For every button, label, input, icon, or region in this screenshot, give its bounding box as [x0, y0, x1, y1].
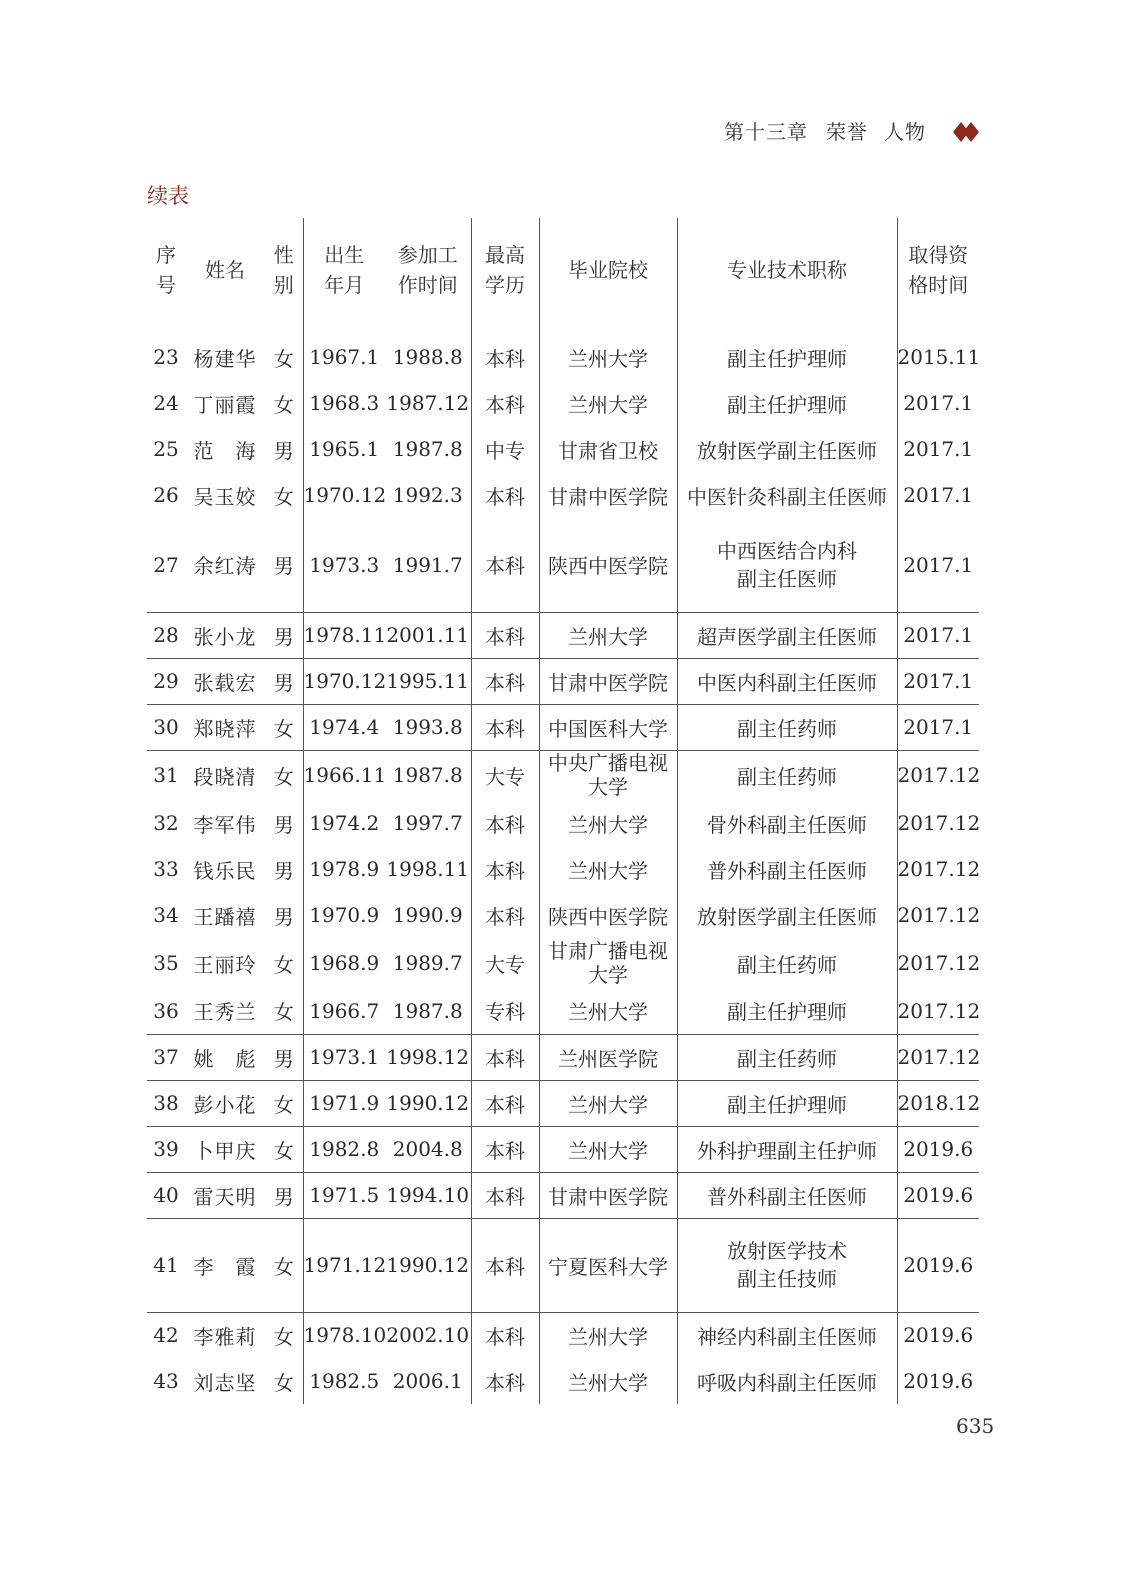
education-level: 本科	[471, 1172, 539, 1218]
birth-date: 1968.3	[303, 380, 385, 426]
person-sex: 女	[273, 392, 294, 417]
professional-title	[677, 1172, 897, 1218]
professional-title	[677, 892, 897, 938]
professional-title-line: 骨外科副主任医师	[707, 812, 867, 837]
professional-title-line: 放射医学技术	[727, 1239, 847, 1263]
row-number: 40	[147, 1172, 185, 1218]
person-sex: 女	[265, 750, 303, 800]
double-diamond-icon	[953, 121, 981, 143]
education-level: 本科	[471, 1080, 539, 1126]
graduate-school	[539, 1358, 677, 1404]
qualification-date: 2017.1	[897, 518, 979, 612]
graduate-school	[539, 658, 677, 704]
graduate-school	[539, 1034, 677, 1080]
section-label-a: 荣誉	[826, 120, 868, 144]
header-qualification-date-line: 格时间	[908, 273, 969, 297]
table-row	[147, 1126, 979, 1172]
professional-title-line: 中西医结合内科	[717, 538, 857, 563]
person-name: 彭小花	[185, 1080, 265, 1126]
graduate-school-line: 宁夏医科大学	[548, 1254, 668, 1279]
person-sex: 男	[265, 612, 303, 658]
birth-date: 1970.12	[303, 658, 385, 704]
person-name: 李雅莉	[185, 1312, 265, 1358]
header-school-line: 毕业院校	[568, 258, 648, 282]
education-level: 本科	[471, 322, 539, 380]
professional-title	[677, 658, 897, 704]
professional-title	[677, 704, 897, 750]
row-number: 26	[153, 483, 179, 507]
graduate-school	[539, 750, 677, 800]
professional-title-line: 副主任药师	[737, 716, 837, 741]
row-number: 35	[153, 951, 179, 975]
header-work-start	[385, 218, 471, 322]
qualification-date: 2017.12	[897, 800, 979, 846]
graduate-school-line: 兰州大学	[568, 346, 648, 371]
work-start-date: 2001.11	[385, 612, 471, 658]
row-number: 36	[153, 998, 179, 1023]
qualification-date: 2017.1	[897, 704, 979, 750]
work-start-date: 2004.8	[385, 1126, 471, 1172]
professional-title	[677, 846, 897, 892]
row-number: 37	[147, 1034, 185, 1080]
person-name: 卜甲庆	[185, 1126, 265, 1172]
table-row	[147, 846, 979, 892]
qualification-date: 2017.12	[897, 750, 979, 800]
person-sex: 女	[265, 704, 303, 750]
birth-date: 1974.2	[303, 800, 385, 846]
person-name: 李 霞	[185, 1218, 265, 1312]
birth-date: 1978.9	[303, 846, 385, 892]
header-birth-line: 出生	[324, 243, 365, 267]
section-label-b: 人物	[884, 120, 926, 144]
graduate-school-line: 兰州大学	[568, 858, 648, 883]
professional-title	[677, 1034, 897, 1080]
qualification-date: 2017.1	[897, 658, 979, 704]
professional-title-line: 副主任护理师	[727, 346, 847, 371]
row-number: 32	[153, 811, 179, 835]
table-row	[147, 322, 979, 380]
person-name: 钱乐民	[193, 858, 257, 883]
person-name: 李军伟	[193, 812, 257, 837]
education-level: 中专	[471, 426, 539, 472]
person-sex: 男	[265, 658, 303, 704]
graduate-school-line: 兰州大学	[568, 812, 648, 837]
person-name: 姚 彪	[185, 1034, 265, 1080]
birth-date: 1971.5	[303, 1172, 385, 1218]
professional-title-line: 超声医学副主任医师	[697, 624, 877, 649]
work-start-date: 1987.8	[392, 437, 463, 461]
person-sex: 男	[265, 1172, 303, 1218]
table-row	[147, 892, 979, 938]
professional-title-line: 呼吸内科副主任医师	[697, 1370, 877, 1395]
education-level: 本科	[471, 1218, 539, 1312]
education-level: 本科	[471, 800, 539, 846]
education-level: 大专	[471, 750, 539, 800]
table-row	[147, 1034, 979, 1080]
row-number: 34	[153, 903, 179, 927]
birth-date: 1973.1	[303, 1034, 385, 1080]
header-professional-title	[677, 218, 897, 322]
table-row	[147, 380, 979, 426]
qualification-date: 2019.6	[897, 1358, 979, 1404]
running-head	[724, 116, 978, 145]
qualification-date: 2015.11	[897, 322, 979, 380]
graduate-school-line: 兰州大学	[568, 1138, 648, 1163]
table-row	[147, 472, 979, 518]
header-no-line: 序	[156, 243, 176, 267]
work-start-date: 1990.12	[385, 1080, 471, 1126]
table-row	[147, 750, 979, 800]
qualification-date: 2019.6	[897, 1312, 979, 1358]
graduate-school-line: 兰州大学	[568, 1092, 648, 1117]
work-start-date: 1998.12	[385, 1034, 471, 1080]
graduate-school-line: 兰州大学	[568, 1370, 648, 1395]
education-level: 本科	[471, 1034, 539, 1080]
education-level: 本科	[471, 1312, 539, 1358]
person-name: 雷天明	[185, 1172, 265, 1218]
person-name: 张载宏	[185, 658, 265, 704]
header-no-line: 号	[156, 273, 176, 297]
birth-date: 1967.1	[303, 322, 385, 380]
header-no	[147, 218, 185, 322]
graduate-school-line: 甘肃中医学院	[548, 484, 668, 509]
graduate-school-line: 陕西中医学院	[548, 904, 668, 929]
education-level: 本科	[471, 472, 539, 518]
qualification-date: 2019.6	[897, 1172, 979, 1218]
professional-title	[677, 322, 897, 380]
professional-title	[677, 1080, 897, 1126]
graduate-school	[539, 938, 677, 988]
professional-title	[677, 1358, 897, 1404]
professional-title-line: 放射医学副主任医师	[697, 904, 877, 929]
person-sex: 男	[273, 904, 294, 929]
row-number: 30	[147, 704, 185, 750]
row-number: 24	[153, 391, 179, 415]
row-number: 38	[147, 1080, 185, 1126]
row-number: 23	[153, 345, 179, 369]
qualification-date: 2017.1	[897, 472, 979, 518]
header-name	[185, 218, 265, 322]
qualification-date: 2018.12	[897, 1080, 979, 1126]
graduate-school-line: 中国医科大学	[548, 716, 668, 741]
person-sex: 男	[273, 554, 294, 579]
table-row	[147, 1358, 979, 1404]
graduate-school-line: 中央广播电视	[548, 751, 668, 776]
birth-date: 1966.7	[303, 988, 385, 1034]
qualification-date: 2017.12	[897, 1034, 979, 1080]
graduate-school-line: 甘肃中医学院	[548, 670, 668, 695]
work-start-date: 1994.10	[385, 1172, 471, 1218]
person-name: 刘志坚	[193, 1370, 257, 1395]
table-row	[147, 1172, 979, 1218]
work-start-date: 1989.7	[392, 951, 463, 975]
table-row	[147, 1312, 979, 1358]
person-sex: 女	[265, 1126, 303, 1172]
header-birth-line: 年月	[324, 273, 365, 297]
table-row	[147, 1080, 979, 1126]
graduate-school-line: 甘肃中医学院	[548, 1184, 668, 1209]
row-number: 25	[153, 437, 179, 461]
work-start-date: 1992.3	[392, 483, 463, 507]
education-level: 大专	[471, 938, 539, 988]
person-name: 王秀兰	[193, 1000, 257, 1025]
graduate-school-line: 兰州大学	[568, 1324, 648, 1349]
education-level: 本科	[471, 704, 539, 750]
professional-title	[677, 750, 897, 800]
professional-title-line: 副主任护理师	[727, 392, 847, 417]
person-sex: 女	[273, 952, 294, 977]
graduate-school	[539, 472, 677, 518]
table-row	[147, 612, 979, 658]
header-school	[539, 218, 677, 322]
row-number: 33	[153, 857, 179, 881]
graduate-school	[539, 846, 677, 892]
birth-date: 1982.5	[303, 1358, 385, 1404]
graduate-school-line: 兰州大学	[568, 624, 648, 649]
graduate-school	[539, 518, 677, 612]
birth-date: 1966.11	[303, 750, 385, 800]
professional-title	[677, 472, 897, 518]
education-level: 本科	[471, 612, 539, 658]
table-row	[147, 658, 979, 704]
qualification-date: 2019.6	[897, 1218, 979, 1312]
birth-date: 1982.8	[303, 1126, 385, 1172]
row-number: 31	[147, 750, 185, 800]
header-qualification-date	[897, 218, 979, 322]
work-start-date: 1991.7	[392, 552, 463, 577]
education-level: 本科	[471, 1126, 539, 1172]
header-education-line: 最高	[485, 243, 525, 267]
header-sex	[265, 218, 303, 322]
qualification-date: 2017.1	[897, 612, 979, 658]
person-sex: 男	[273, 812, 294, 837]
person-sex: 女	[273, 1000, 294, 1025]
row-number: 28	[147, 612, 185, 658]
birth-date: 1971.9	[303, 1080, 385, 1126]
education-level: 本科	[471, 518, 539, 612]
header-work-start-line: 参加工	[397, 243, 458, 267]
person-name: 王蹯禧	[193, 904, 257, 929]
professional-title-line: 副主任护理师	[727, 1000, 847, 1025]
person-sex: 女	[265, 1218, 303, 1312]
table-row	[147, 704, 979, 750]
graduate-school-line: 兰州医学院	[558, 1046, 658, 1071]
table-row	[147, 518, 979, 612]
professional-title	[677, 938, 897, 988]
professional-title	[677, 988, 897, 1034]
professional-title-line: 副主任技师	[737, 1267, 837, 1291]
person-sex: 男	[265, 1034, 303, 1080]
row-number: 27	[153, 552, 179, 577]
qualification-date: 2019.6	[897, 1126, 979, 1172]
person-sex: 女	[265, 1080, 303, 1126]
work-start-date: 1998.11	[386, 857, 470, 881]
birth-date: 1965.1	[303, 426, 385, 472]
graduate-school-line: 兰州大学	[568, 392, 648, 417]
qualification-date: 2017.1	[897, 380, 979, 426]
professional-title	[677, 1312, 897, 1358]
header-qualification-date-line: 取得资	[908, 243, 969, 267]
graduate-school-line: 甘肃广播电视	[548, 939, 668, 963]
graduate-school	[539, 1218, 677, 1312]
work-start-date: 1990.12	[385, 1218, 471, 1312]
graduate-school	[539, 380, 677, 426]
professional-title-line: 副主任药师	[737, 952, 837, 977]
graduate-school	[539, 988, 677, 1034]
table-body	[147, 322, 979, 1404]
work-start-date: 1990.9	[392, 903, 463, 927]
person-sex: 男	[273, 438, 294, 463]
education-level: 专科	[471, 988, 539, 1034]
professional-title-line: 外科护理副主任护师	[697, 1138, 877, 1163]
qualification-date: 2017.12	[897, 892, 979, 938]
work-start-date: 1987.12	[386, 391, 470, 415]
header-row	[147, 218, 979, 322]
header-sex-line: 性	[273, 243, 294, 267]
professional-title-line: 副主任医师	[737, 566, 837, 591]
birth-date: 1970.9	[303, 892, 385, 938]
professional-title-line: 副主任护理师	[727, 1092, 847, 1117]
education-level: 本科	[471, 892, 539, 938]
graduate-school-line: 兰州大学	[568, 1000, 648, 1025]
education-level: 本科	[471, 846, 539, 892]
person-sex: 女	[273, 1370, 294, 1395]
table-row	[147, 800, 979, 846]
professional-title-line: 放射医学副主任医师	[697, 438, 877, 463]
graduate-school	[539, 1312, 677, 1358]
person-sex: 女	[265, 1312, 303, 1358]
professional-title-line: 中医内科副主任医师	[697, 670, 877, 695]
birth-date: 1971.12	[303, 1218, 385, 1312]
graduate-school	[539, 1172, 677, 1218]
professional-title	[677, 426, 897, 472]
qualification-date: 2017.12	[897, 988, 979, 1034]
professional-title	[677, 612, 897, 658]
work-start-date: 2002.10	[385, 1312, 471, 1358]
person-name: 范 海	[193, 438, 257, 463]
table-continued-label: 续表	[147, 184, 189, 208]
graduate-school	[539, 322, 677, 380]
birth-date: 1974.4	[303, 704, 385, 750]
row-number: 42	[147, 1312, 185, 1358]
person-name: 段晓清	[185, 750, 265, 800]
header-sex-line: 别	[273, 273, 294, 297]
professional-title	[677, 1126, 897, 1172]
professional-title-line: 神经内科副主任医师	[697, 1324, 877, 1349]
graduate-school	[539, 1080, 677, 1126]
page-number: 635	[956, 1414, 995, 1438]
birth-date: 1968.9	[303, 938, 385, 988]
personnel-table	[147, 218, 979, 1404]
graduate-school	[539, 800, 677, 846]
professional-title-line: 副主任药师	[737, 1046, 837, 1071]
person-sex: 男	[273, 858, 294, 883]
qualification-date: 2017.12	[897, 938, 979, 988]
table-row	[147, 988, 979, 1034]
professional-title	[677, 518, 897, 612]
graduate-school	[539, 704, 677, 750]
graduate-school-line: 甘肃省卫校	[558, 438, 658, 463]
row-number: 41	[147, 1218, 185, 1312]
graduate-school-line: 大学	[588, 963, 628, 987]
person-name: 余红涛	[193, 554, 257, 579]
graduate-school	[539, 1126, 677, 1172]
row-number: 39	[147, 1126, 185, 1172]
education-level: 本科	[471, 1358, 539, 1404]
qualification-date: 2017.12	[897, 846, 979, 892]
person-sex: 女	[273, 346, 294, 371]
work-start-date: 1988.8	[392, 345, 463, 369]
row-number: 43	[153, 1369, 179, 1393]
birth-date: 1973.3	[303, 518, 385, 612]
header-education	[471, 218, 539, 322]
header-education-line: 学历	[485, 273, 525, 297]
professional-title-line: 普外科副主任医师	[707, 858, 867, 883]
qualification-date: 2017.1	[897, 426, 979, 472]
header-birth	[303, 218, 385, 322]
person-name: 丁丽霞	[193, 392, 257, 417]
education-level: 本科	[471, 658, 539, 704]
chapter-label: 第十三章	[724, 120, 808, 144]
work-start-date: 1995.11	[385, 658, 471, 704]
graduate-school-line: 大学	[588, 775, 628, 800]
table-row	[147, 1218, 979, 1312]
header-work-start-line: 作时间	[397, 273, 458, 297]
person-name: 郑晓萍	[185, 704, 265, 750]
professional-title-line: 中医针灸科副主任医师	[687, 484, 887, 509]
person-sex: 女	[273, 484, 294, 509]
graduate-school	[539, 892, 677, 938]
person-name: 张小龙	[185, 612, 265, 658]
row-number: 29	[147, 658, 185, 704]
table-row	[147, 938, 979, 988]
header-name-line: 姓名	[205, 258, 245, 282]
header-professional-title-line: 专业技术职称	[727, 258, 847, 282]
professional-title-line: 副主任药师	[737, 764, 837, 789]
work-start-date: 1993.8	[385, 704, 471, 750]
work-start-date: 1987.8	[385, 750, 471, 800]
table-row	[147, 426, 979, 472]
professional-title	[677, 1218, 897, 1312]
professional-title-line: 普外科副主任医师	[707, 1184, 867, 1209]
graduate-school-line: 陕西中医学院	[548, 554, 668, 579]
person-name: 杨建华	[193, 346, 257, 371]
work-start-date: 1987.8	[392, 998, 463, 1023]
work-start-date: 1997.7	[392, 811, 463, 835]
birth-date: 1978.11	[303, 612, 385, 658]
graduate-school	[539, 612, 677, 658]
table-header	[147, 218, 979, 322]
birth-date: 1970.12	[303, 472, 385, 518]
graduate-school	[539, 426, 677, 472]
person-name: 吴玉姣	[193, 484, 257, 509]
professional-title	[677, 380, 897, 426]
birth-date: 1978.10	[303, 1312, 385, 1358]
personnel-table-wrapper	[147, 218, 979, 1404]
person-name: 王丽玲	[193, 952, 257, 977]
professional-title	[677, 800, 897, 846]
education-level: 本科	[471, 380, 539, 426]
work-start-date: 2006.1	[392, 1369, 463, 1393]
